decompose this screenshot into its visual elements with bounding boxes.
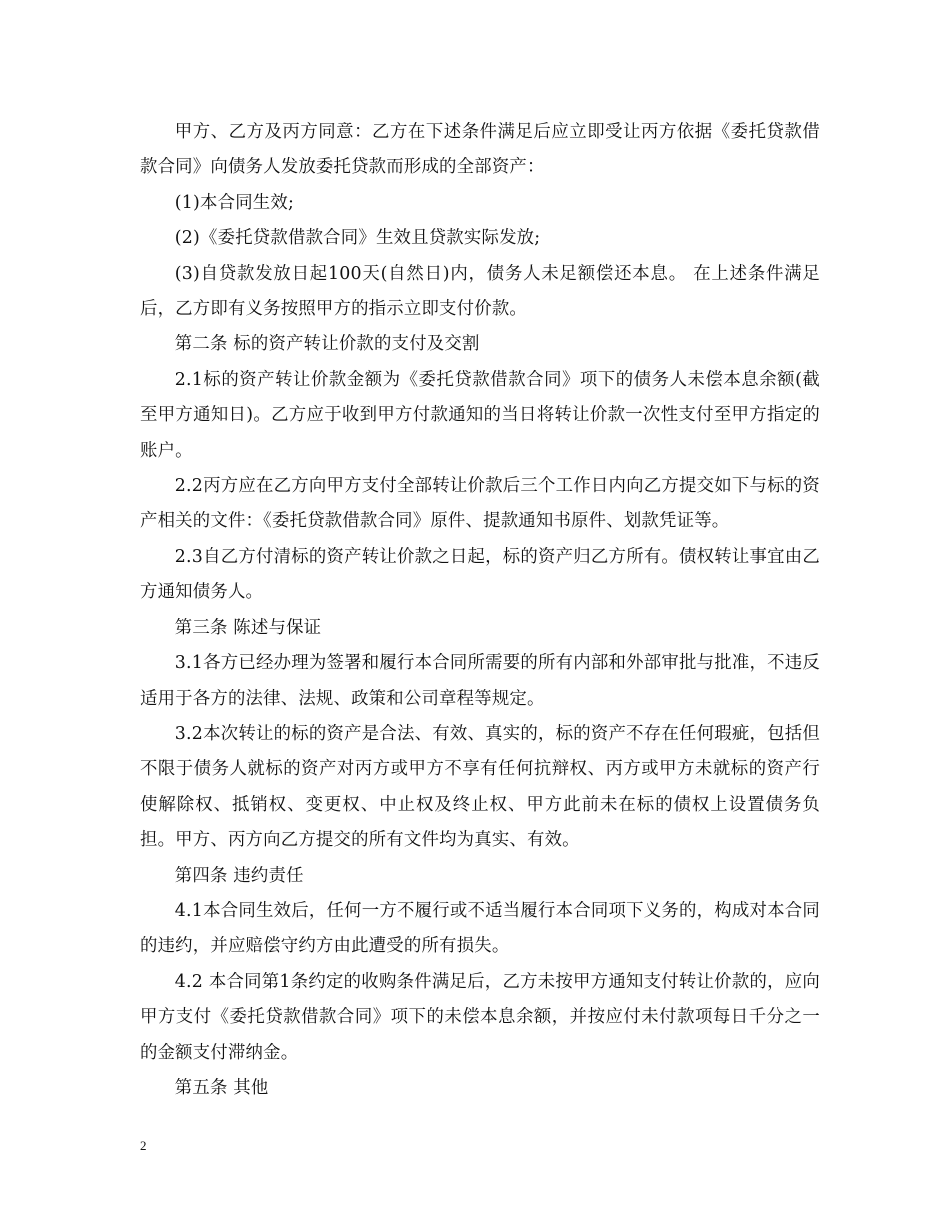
section-heading-3: 第三条 陈述与保证 [174,617,322,638]
page-number: 2 [140,1138,147,1153]
condition-2: (2)《委托贷款借款合同》生效且贷款实际发放; [174,228,541,249]
clause-2-3: 2.3自乙方付清标的资产转让价款之日起，标的资产归乙方所有。债权转让事宜由乙方通知债务人。 [140,546,820,603]
clause-3-1: 3.1各方已经办理为签署和履行本合同所需要的所有内部和外部审批与批准，不违反适用于各方的法律、法规、政策和公司章程等规定。 [140,653,820,709]
section-heading-2: 第二条 标的资产转让价款的支付及交割 [174,334,480,355]
condition-3: (3)自贷款发放日起100天(自然日)内，债务人未足额偿还本息。 在上述条件满足后，乙方即有义务按照甲方的指示立即支付价款。 [140,263,820,320]
document-body [140,115,820,1106]
clause-4-1: 4.1本合同生效后，任何一方不履行或不适当履行本合同项下义务的，构成对本合同的违约，并应赔偿守约方由此遭受的所有损失。 [140,900,820,957]
section-heading-4: 第四条 违约责任 [174,865,304,886]
section-heading-5: 第五条 其他 [174,1077,269,1098]
clause-2-1: 2.1标的资产转让价款金额为《委托贷款借款合同》项下的债务人未偿本息余额(截至甲方通知日)。乙方应于收到甲方付款通知的当日将转让价款一次性支付至甲方指定的账户。 [140,369,820,461]
clause-3-2: 3.2本次转让的标的资产是合法、有效、真实的，标的资产不存在任何瑕疵，包括但不限于债务人就标的资产对丙方或甲方不享有任何抗辩权、丙方或甲方未就标的资产行使解除权、抵销权、变更权、中止权及终止权、甲方此前未在标的债权上设置债务负担。甲方、丙方向乙方提交的所有文件均为真实、有效。 [140,723,820,851]
paragraph-intro: 甲方、乙方及丙方同意：乙方在下述条件满足后应立即受让丙方依据《委托贷款借款合同》向债务人发放委托贷款而形成的全部资产： [140,122,820,178]
clause-2-2: 2.2丙方应在乙方向甲方支付全部转让价款后三个工作日内向乙方提交如下与标的资产相关的文件：《委托贷款借款合同》原件、提款通知书原件、划款凭证等。 [140,476,820,532]
condition-1: (1)本合同生效; [174,192,295,213]
clause-4-2: 4.2 本合同第1条约定的收购条件满足后，乙方未按甲方通知支付转让价款的，应向甲方支付《委托贷款借款合同》项下的未偿本息余额，并按应付未付款项每日千分之一的金额支付滞纳金。 [140,971,820,1063]
